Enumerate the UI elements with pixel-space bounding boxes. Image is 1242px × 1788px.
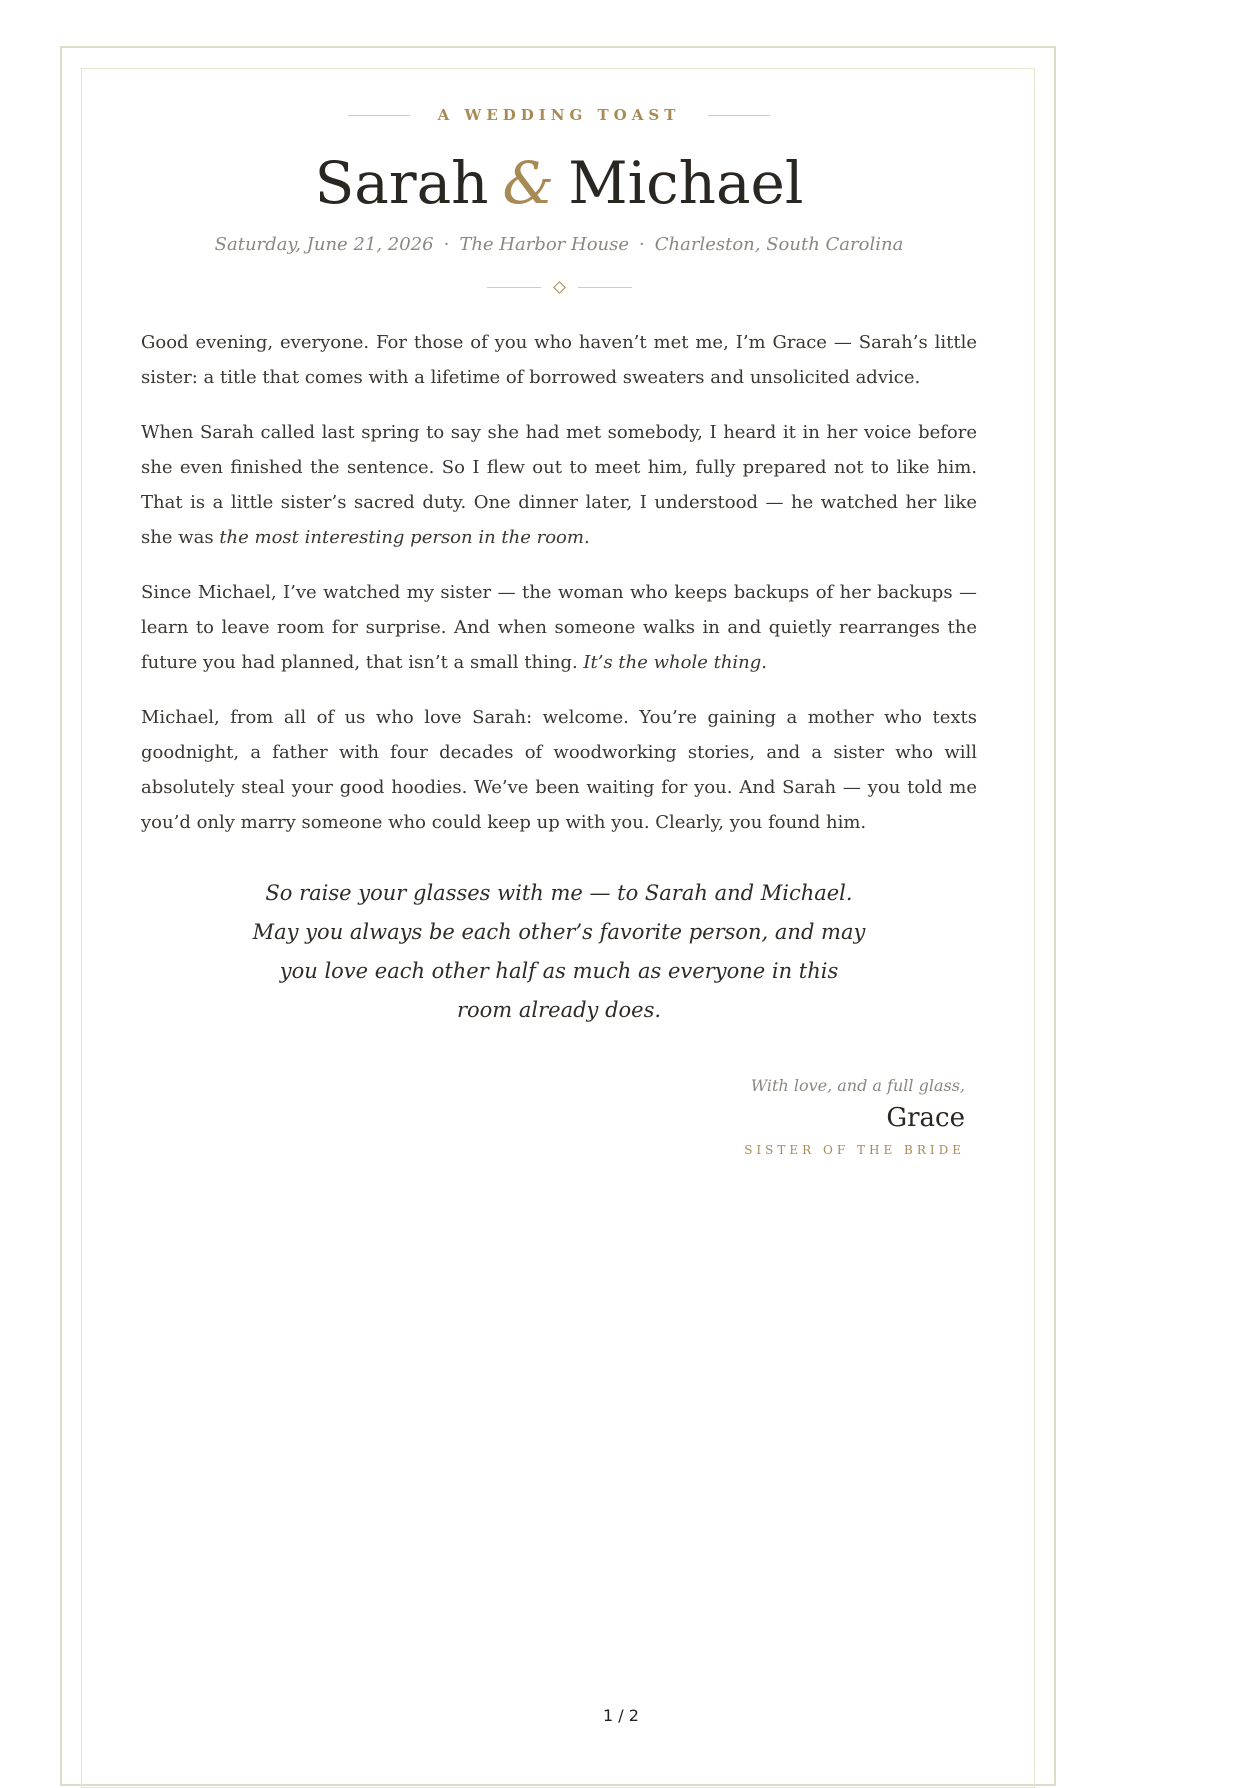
eyebrow-label: A WEDDING TOAST xyxy=(437,106,681,124)
signature-block xyxy=(141,1076,977,1157)
paragraph-2 xyxy=(141,415,977,555)
paragraph-1: Good evening, everyone. For those of you who haven’t met me, I’m Grace — Sarah’s little sister: a title that comes with a lifetime of borrowed sweaters and unsolicited advice. xyxy=(141,332,977,388)
eyebrow-row xyxy=(141,100,977,130)
diamond-icon xyxy=(553,281,566,294)
ampersand: & xyxy=(502,149,555,217)
meta-separator: · xyxy=(443,234,450,255)
paragraph-3-text: Since Michael, I’ve watched my sister — the woman who keeps backups of her backups — learn to leave room for surprise. And when someone walks in and quietly rearranges the future you had planned, that isn’t a small thing. xyxy=(141,582,977,673)
eyebrow-rule-right xyxy=(708,115,770,116)
paragraph-2-emphasis: the most interesting person in the room. xyxy=(219,527,590,548)
signature-role: SISTER OF THE BRIDE xyxy=(744,1143,965,1157)
event-venue: The Harbor House xyxy=(459,234,630,255)
closing-toast: So raise your glasses with me — to Sarah and Michael. May you always be each other’s favorite person, and may you love each other half as much as everyone in this room already does. xyxy=(252,881,866,1022)
paragraph-4: Michael, from all of us who love Sarah: welcome. You’re gaining a mother who texts goodnight, a father with four decades of woodworking stories, and a sister who will absolutely steal your good hoodies. We’ve been waiting for you. And Sarah — you told me you’d only marry someone who could keep up with you. Clearly, you found him. xyxy=(141,707,977,833)
paragraph-3 xyxy=(141,575,977,680)
ornament-rule-left xyxy=(487,287,541,288)
event-date: Saturday, June 21, 2026 xyxy=(214,234,434,255)
toast-body xyxy=(141,325,977,840)
event-details xyxy=(141,234,977,255)
event-location: Charleston, South Carolina xyxy=(654,234,904,255)
name-one: Sarah xyxy=(314,149,489,217)
name-two: Michael xyxy=(568,149,804,217)
signature-line: With love, and a full glass, xyxy=(750,1076,965,1095)
page-number: 1 / 2 xyxy=(603,1706,639,1725)
signature-name: Grace xyxy=(886,1103,965,1133)
eyebrow-rule-left xyxy=(348,115,410,116)
ornament-rule-right xyxy=(578,287,632,288)
meta-separator: · xyxy=(639,234,645,255)
ornament-divider xyxy=(141,277,977,297)
paragraph-2-text: When Sarah called last spring to say she had met somebody, I heard it in her voice before she even finished the sentence. So I flew out to meet him, fully prepared not to like him. That is a little sister’s sacred duty. One dinner later, I understood — he watched her like she was xyxy=(141,422,977,548)
paragraph-3-emphasis: It’s the whole thing. xyxy=(583,652,768,673)
couple-title xyxy=(141,148,977,218)
toast-document xyxy=(141,100,977,1157)
